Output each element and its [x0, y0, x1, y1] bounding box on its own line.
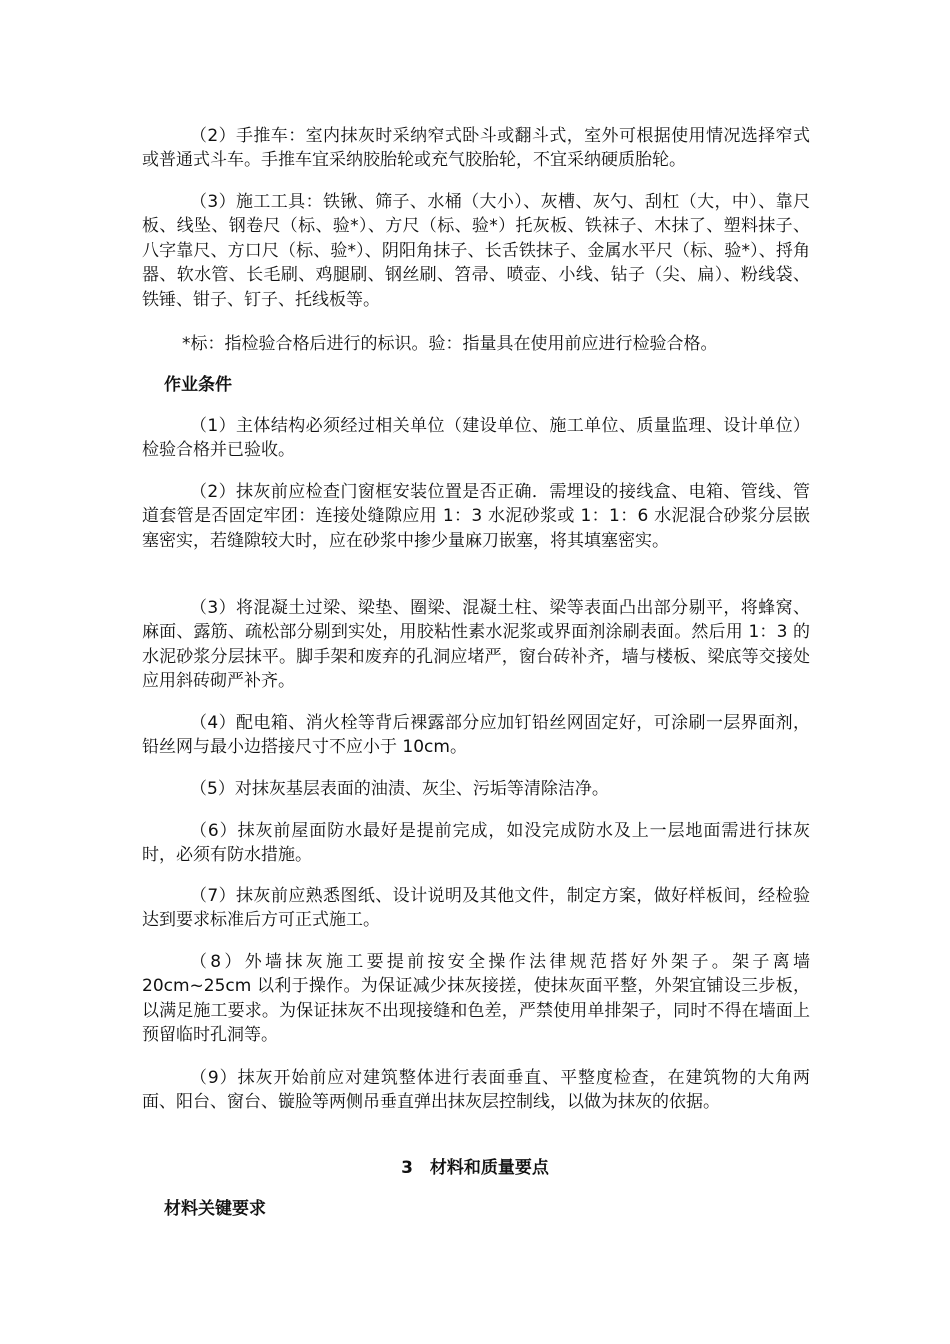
paragraph-tools: （3）施工工具：铁锹、筛子、水桶（大小）、灰槽、灰勺、刮杠（大，中）、靠尺板、线坠、钢卷尺（标、验*）、方尺（标、验*）托灰板、铁袜子、木抹了、塑料抹子、八字靠尺、方口尺（标、验*）、阴阳角抹子、长舌铁抹子、金属水平尺（标、验*）、捋角器、软水管、长毛刷、鸡腿刷、钢丝刷、笤帚、喷壶、小线、钻子（尖、扁）、粉线袋、铁锤、钳子、钉子、托线板等。 — [142, 192, 810, 310]
condition-item-8: （8）外墙抹灰施工要提前按安全操作法律规范搭好外架子。架子离墙 20cm~25cm 以利于操作。为保证减少抹灰接搓，使抹灰面平整，外架宜铺设三步板，以满足施工要求。为保证抹灰不出现接缝和色差，严禁使用单排架子，同时不得在墙面上预留临时孔洞等。 — [142, 952, 810, 1046]
condition-item-7: （7）抹灰前应熟悉图纸、设计说明及其他文件，制定方案，做好样板间，经检验达到要求标准后方可正式施工。 — [142, 886, 810, 931]
condition-item-9: （9）抹灰开始前应对建筑整体进行表面垂直、平整度检查，在建筑物的大角两面、阳台、窗台、镟脸等两侧吊垂直弹出抹灰层控制线，以做为抹灰的依据。 — [142, 1068, 810, 1113]
paragraph-handcart: （2）手推车：室内抹灰时采纳窄式卧斗或翻斗式，室外可根据使用情况选择窄式或普通式斗车。手推车宜采纳胶胎轮或充气胶胎轮，不宜采纳硬质胎轮。 — [142, 126, 810, 171]
condition-item-2: （2）抹灰前应检查门窗框安装位置是否正确．需埋设的接线盒、电箱、管线、管道套管是否固定牢团：连接处缝隙应用 1：3 水泥砂浆或 1：1：6 水泥混合砂浆分层嵌塞密实，若缝隙较大时，应在砂浆中掺少量麻刀嵌塞，将其填塞密实。 — [142, 482, 810, 551]
condition-item-1: （1）主体结构必须经过相关单位（建设单位、施工单位、质量监理、设计单位）检验合格并已验收。 — [142, 416, 810, 461]
condition-item-4: （4）配电箱、消火栓等背后裸露部分应加钉铅丝网固定好，可涂刷一层界面剂，铅丝网与最小边搭接尺寸不应小于 10cm。 — [142, 713, 810, 758]
condition-item-5: （5）对抹灰基层表面的油渍、灰尘、污垢等清除洁净。 — [190, 779, 609, 799]
section-title: 3 材料和质量要点 — [401, 1158, 549, 1178]
paragraph-note: *标：指检验合格后进行的标识。验：指量具在使用前应进行检验合格。 — [182, 334, 718, 354]
condition-item-3: （3）将混凝土过梁、梁垫、圈梁、混凝土柱、梁等表面凸出部分剔平，将蜂窝、麻面、露筋、疏松部分剔到实处，用胶粘性素水泥浆或界面剂涂刷表面。然后用 1：3 的水泥砂浆分层抹平。脚手架和废弃的孔洞应堵严，窗台砖补齐，墙与楼板、梁底等交接处应用斜砖砌严补齐。 — [142, 598, 810, 692]
condition-item-6: （6）抹灰前屋面防水最好是提前完成，如没完成防水及上一层地面需进行抹灰时，必须有防水措施。 — [142, 821, 810, 866]
heading-material-requirements: 材料关键要求 — [164, 1199, 266, 1219]
heading-work-conditions: 作业条件 — [164, 375, 232, 395]
